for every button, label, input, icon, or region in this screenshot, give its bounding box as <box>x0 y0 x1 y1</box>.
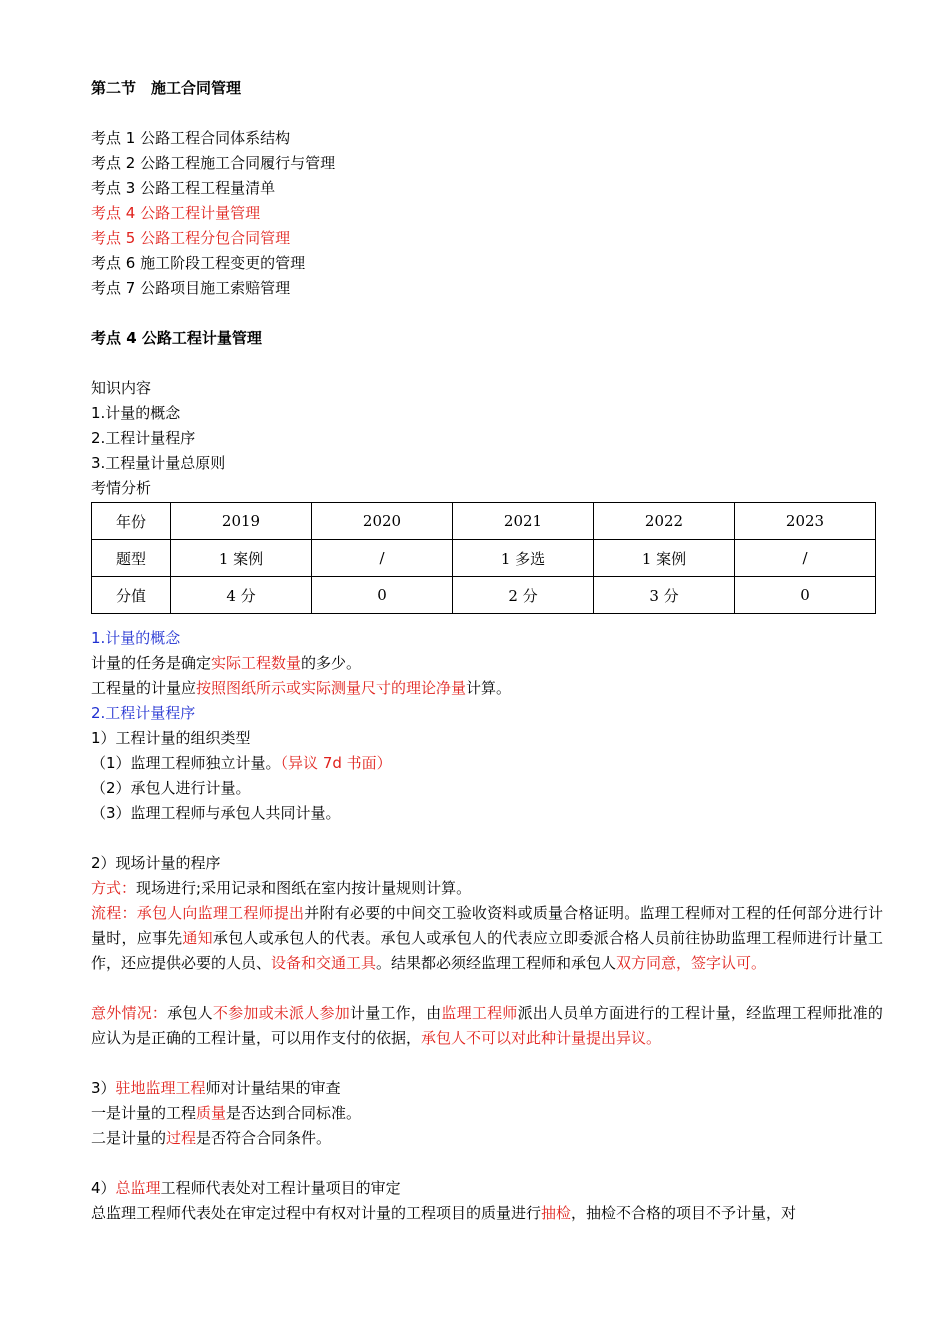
text-run-highlight: 按照图纸所示或实际测量尺寸的理论净量 <box>196 679 467 697</box>
table-header-cell: 分值 <box>92 577 171 614</box>
table-cell: 1 案例 <box>594 540 735 577</box>
topic-title: 考点 4 公路工程计量管理 <box>91 329 262 347</box>
text-run: 3） <box>91 1079 116 1097</box>
subsection-heading: 2）现场计量的程序 <box>91 854 221 872</box>
table-cell: 0 <box>312 577 453 614</box>
knowledge-item: 1.计量的概念 <box>91 404 181 422</box>
section-1-heading: 1.计量的概念 <box>91 629 181 647</box>
table-cell: 2019 <box>171 503 312 540</box>
text-run-highlight: 不参加或未派人参加 <box>212 1004 350 1022</box>
table-row-year <box>92 503 876 540</box>
toc-item-7: 考点 7 公路项目施工索赔管理 <box>91 279 291 297</box>
text-run-highlight: 驻地监理工程 <box>115 1079 206 1097</box>
analysis-heading: 考情分析 <box>91 479 152 497</box>
text-run: 工程师代表处对工程计量项目的审定 <box>160 1179 401 1197</box>
text-run: 承包人或承包人的代表。承包人或承包人的代表应立即委派合格人员前往协助监理工程师进行计量工作，还应提供必要的人员、 <box>91 929 883 972</box>
text-run-highlight: 双方同意，签字认可。 <box>616 954 767 972</box>
subsection-heading <box>91 1176 891 1201</box>
text-run: 二是计量的 <box>91 1129 167 1147</box>
text-run-highlight: 设备和交通工具 <box>271 954 377 972</box>
text-run: 现场进行;采用记录和图纸在室内按计量规则计算。 <box>136 879 472 897</box>
list-item: （2）承包人进行计量。 <box>91 779 251 797</box>
text-run: 工程量的计量应 <box>91 679 197 697</box>
text-run-highlight: 过程 <box>166 1129 197 1147</box>
text-run: 派出人员单方面进行的工程计量，经监理工程师批准的应认为是正确的工程计量，可以用作支付的依据， <box>91 1004 883 1047</box>
text-run-highlight: 总监理 <box>115 1179 161 1197</box>
knowledge-heading: 知识内容 <box>91 379 152 397</box>
toc-item-2: 考点 2 公路工程施工合同履行与管理 <box>91 154 336 172</box>
list-item <box>91 1101 891 1126</box>
text-run-highlight: 实际工程数量 <box>211 654 302 672</box>
subsection-heading <box>91 1076 891 1101</box>
text-run: 承包人 <box>167 1004 213 1022</box>
text-run: 计量的任务是确定 <box>91 654 212 672</box>
subsection-heading: 1）工程计量的组织类型 <box>91 729 251 747</box>
text-run: 并附有必要的中间交工验收资料或质量合格证明。监理工程师对工程的任何部分进行计量时，应事先 <box>91 904 883 947</box>
section-1-para-1 <box>91 651 891 676</box>
table-cell: 2 分 <box>453 577 594 614</box>
process-paragraph <box>91 901 883 976</box>
list-item <box>91 751 891 776</box>
text-run: （1）监理工程师独立计量。 <box>91 754 281 772</box>
table-cell: 0 <box>735 577 876 614</box>
exam-stats-table <box>91 502 876 614</box>
text-run: 总监理工程师代表处在审定过程中有权对计量的工程项目的质量进行 <box>91 1204 542 1222</box>
text-run: 4） <box>91 1179 116 1197</box>
section-title: 第二节 施工合同管理 <box>91 79 242 97</box>
toc-item-1: 考点 1 公路工程合同体系结构 <box>91 129 291 147</box>
list-item <box>91 1126 891 1151</box>
text-run-highlight: （异议 7d 书面） <box>280 754 392 772</box>
document-page <box>91 76 891 1226</box>
review-paragraph <box>91 1201 891 1226</box>
text-run: 。结果都必须经监理工程师和承包人 <box>376 954 617 972</box>
toc-item-3: 考点 3 公路工程工程量清单 <box>91 179 276 197</box>
table-cell: 2023 <box>735 503 876 540</box>
text-run: 是否达到合同标准。 <box>226 1104 362 1122</box>
table-cell: 3 分 <box>594 577 735 614</box>
toc-item-5: 考点 5 公路工程分包合同管理 <box>91 229 291 247</box>
text-run: 是否符合合同条件。 <box>196 1129 332 1147</box>
table-row-score <box>92 577 876 614</box>
accident-paragraph <box>91 1001 883 1051</box>
knowledge-item: 2.工程计量程序 <box>91 429 196 447</box>
section-2-heading: 2.工程计量程序 <box>91 704 196 722</box>
table-cell: 4 分 <box>171 577 312 614</box>
table-row-type <box>92 540 876 577</box>
toc-item-4: 考点 4 公路工程计量管理 <box>91 204 261 222</box>
text-run-highlight: 方式： <box>91 879 137 897</box>
table-cell: 2021 <box>453 503 594 540</box>
table-cell: / <box>735 540 876 577</box>
table-cell: 1 多选 <box>453 540 594 577</box>
text-run: 一是计量的工程 <box>91 1104 197 1122</box>
text-run-highlight: 监理工程师 <box>441 1004 518 1022</box>
text-run-highlight: 通知 <box>182 929 213 947</box>
text-run: 师对计量结果的审查 <box>205 1079 341 1097</box>
method-line <box>91 876 891 901</box>
knowledge-item: 3.工程量计量总原则 <box>91 454 226 472</box>
text-run-highlight: 抽检 <box>541 1204 572 1222</box>
table-header-cell: 年份 <box>92 503 171 540</box>
text-run: 计量工作，由 <box>349 1004 442 1022</box>
text-run-highlight: 质量 <box>196 1104 227 1122</box>
table-cell: 1 案例 <box>171 540 312 577</box>
table-header-cell: 题型 <box>92 540 171 577</box>
text-run: 计算。 <box>466 679 512 697</box>
text-run-highlight: 承包人不可以对此种计量提出异议。 <box>421 1029 662 1047</box>
table-cell: 2022 <box>594 503 735 540</box>
text-run: ，抽检不合格的项目不予计量，对 <box>571 1204 797 1222</box>
list-item: （3）监理工程师与承包人共同计量。 <box>91 804 341 822</box>
toc-list <box>91 126 891 301</box>
text-run-highlight: 流程：承包人向监理工程师提出 <box>91 904 305 922</box>
section-1-para-2 <box>91 676 891 701</box>
toc-item-6: 考点 6 施工阶段工程变更的管理 <box>91 254 306 272</box>
table-cell: 2020 <box>312 503 453 540</box>
text-run: 的多少。 <box>301 654 362 672</box>
table-cell: / <box>312 540 453 577</box>
text-run-highlight: 意外情况： <box>91 1004 168 1022</box>
